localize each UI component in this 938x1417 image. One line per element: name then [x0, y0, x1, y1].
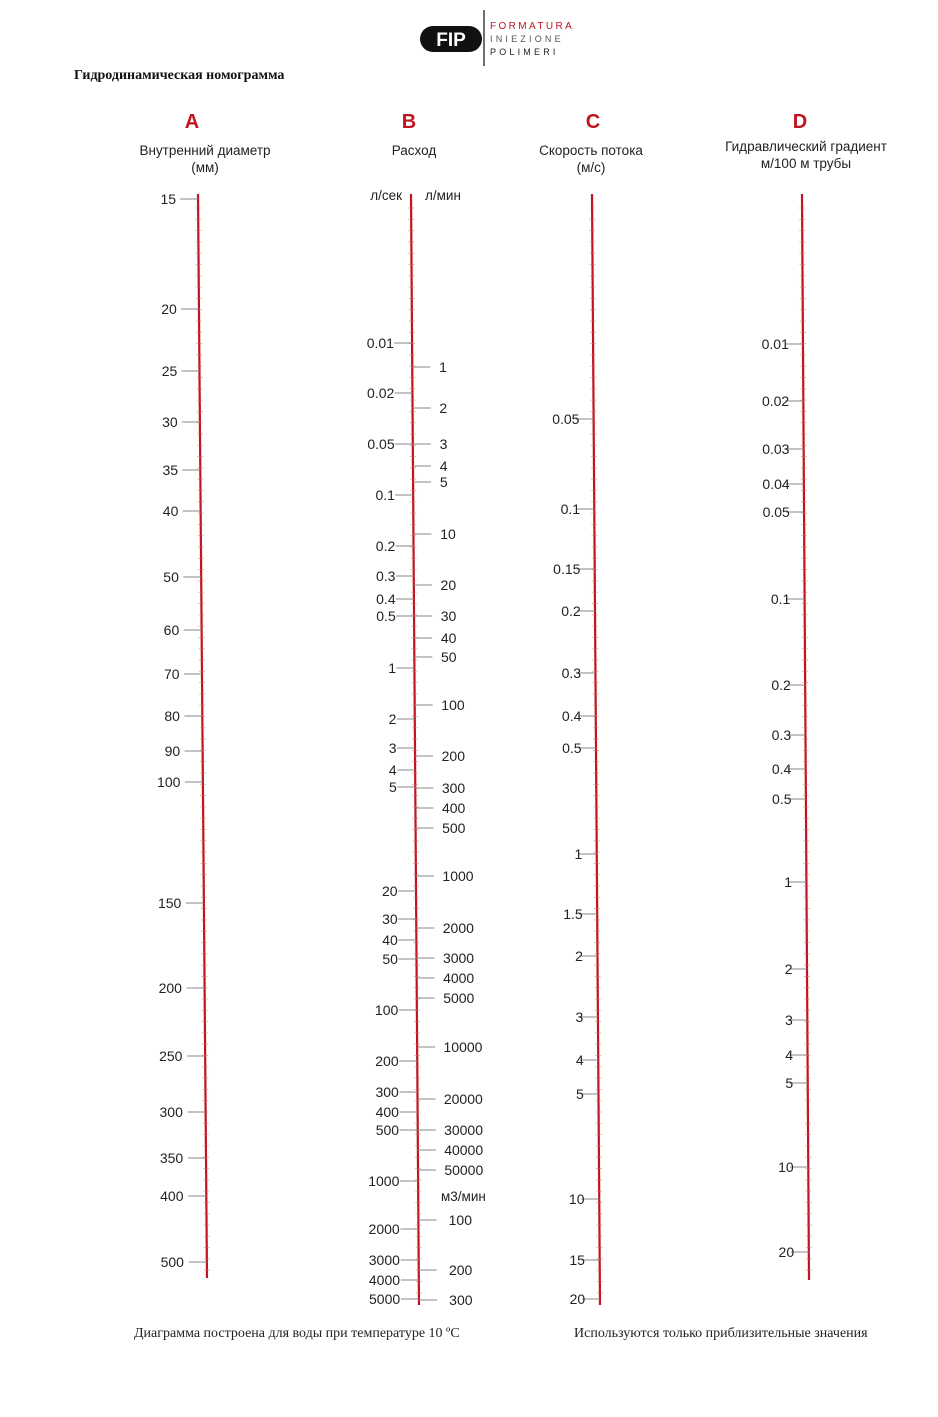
axis-d-letter: D — [792, 111, 808, 133]
axis-d-tick-label: 20 — [778, 1244, 795, 1260]
axis-b-tick-label: 0.4 — [376, 591, 396, 607]
axis-b-tick-label: 2 — [388, 711, 397, 727]
axis-b-tick-label: 300 — [375, 1084, 399, 1100]
axis-b-tick-label: 1000 — [368, 1173, 400, 1189]
axis-a-tick-label: 150 — [157, 895, 182, 911]
axis-c-tick-label: 0.1 — [560, 501, 581, 517]
axis-d-label-line: Гидравлический градиент — [725, 139, 887, 154]
axis-a-tick-label: 25 — [161, 363, 178, 379]
axis-c-tick-label: 20 — [569, 1291, 586, 1307]
axis-b-tick-label: 0.05 — [367, 436, 395, 452]
axis-b-tick-label: 1 — [388, 660, 397, 676]
axis-b-label-line: Расход — [391, 143, 437, 158]
axis-b-right-tick-label: 400 — [441, 800, 466, 816]
axis-d-tick-label: 0.2 — [771, 677, 791, 693]
axis-b-tick-label: 20 — [381, 883, 398, 899]
axis-d-tick-label: 0.5 — [772, 791, 792, 807]
axis-d-tick-label: 2 — [784, 961, 793, 977]
page-title: Гидродинамическая номограмма — [74, 68, 285, 83]
axis-b-right-tick-label: 5000 — [443, 990, 475, 1006]
axis-b-right-tick-label: 4000 — [443, 970, 475, 986]
axis-d-tick-label: 0.02 — [761, 393, 790, 409]
axis-b-right-tick-label: 1000 — [442, 868, 474, 884]
axis-b-right-tick-label: 50 — [441, 649, 457, 665]
axis-a-line — [198, 194, 207, 1278]
axis-d-tick-label: 5 — [785, 1075, 794, 1091]
axis-d-tick-label: 0.03 — [762, 441, 790, 457]
axis-a-tick-label: 20 — [161, 301, 177, 317]
axis-b-tick-label: 30 — [382, 911, 398, 927]
axis-a-label-line: Внутренний диаметр — [139, 143, 271, 158]
axis-d-tick-label: 0.1 — [770, 591, 791, 607]
axis-a-tick-label: 35 — [162, 462, 179, 478]
axis-b-right-tick-label: 100 — [441, 697, 465, 713]
axis-a-tick-label: 250 — [159, 1048, 183, 1064]
axis-b-right-tick-label: 20000 — [443, 1091, 483, 1107]
axis-c-letter: C — [585, 111, 601, 133]
axis-d-tick-label: 4 — [785, 1047, 793, 1063]
axis-a-tick-label: 60 — [163, 622, 180, 638]
logo-mark: FIP — [436, 30, 466, 51]
axis-b-right-tick-label: 300 — [449, 1292, 473, 1308]
axis-b-right-tick-label: 20 — [440, 577, 457, 593]
axis-b-right-tick-label: 3 — [439, 436, 448, 452]
axis-c-tick-label: 2 — [575, 948, 583, 964]
axis-b-right-tick-label: 500 — [442, 820, 466, 836]
axis-d-label-line: м/100 м трубы — [760, 156, 852, 171]
axis-b-right-tick-label: 40000 — [444, 1142, 484, 1158]
axis-b-right-tick-label: 30 — [440, 608, 457, 624]
axis-b-right-tick-label: 2 — [439, 400, 448, 416]
axis-b-right-tick-label: 2000 — [442, 920, 474, 936]
axis-c-tick-label: 3 — [575, 1009, 584, 1025]
axis-c-tick-label: 0.2 — [561, 603, 581, 619]
axis-a-label-line: (мм) — [191, 160, 219, 175]
axis-b-unit-right: л/мин — [425, 188, 461, 203]
axis-b-right-tick-label: 3000 — [442, 950, 475, 966]
axis-b-tick-label: 400 — [375, 1104, 399, 1120]
axis-b-right-tick-label: 4 — [439, 458, 448, 474]
axis-b-tick-label: 0.1 — [375, 487, 395, 503]
axis-c-tick-label: 0.15 — [553, 561, 581, 577]
axis-b-tick-label: 5 — [389, 779, 397, 795]
axis-d-tick-label: 10 — [778, 1159, 794, 1175]
footer-note-right: Используются только приблизительные значения — [574, 1326, 868, 1341]
axis-b-unit-left: л/сек — [370, 188, 402, 203]
logo-line-2: INIEZIONE — [490, 34, 564, 44]
axis-a-tick-label: 350 — [159, 1150, 184, 1166]
axis-a-tick-label: 30 — [162, 414, 178, 430]
axis-b-tick-label: 0.3 — [376, 568, 396, 584]
axis-c-tick-label: 4 — [575, 1052, 584, 1068]
axis-b-tick-label: 2000 — [368, 1221, 400, 1237]
axis-b-right-tick-label: 50000 — [444, 1162, 484, 1178]
axis-a-tick-label: 100 — [157, 774, 181, 790]
axis-a-tick-label: 15 — [160, 191, 177, 207]
axis-b-tick-label: 3 — [388, 740, 397, 756]
axis-a-tick-label: 300 — [159, 1104, 183, 1120]
axis-a-tick-label: 40 — [162, 503, 179, 519]
axis-b-right-tick-label: 1 — [439, 359, 447, 375]
axis-a-tick-label: 80 — [164, 708, 180, 724]
axis-d-line — [802, 194, 809, 1280]
axis-c-line — [592, 194, 600, 1305]
axis-b-unit-right-2: м3/мин — [441, 1189, 486, 1204]
axis-c-tick-label: 5 — [576, 1086, 584, 1102]
axis-b-right-tick-label: 5 — [439, 474, 448, 490]
axis-c-tick-label: 10 — [568, 1191, 585, 1207]
axis-a-letter: A — [184, 111, 200, 133]
axis-b-right-tick-label: 10000 — [443, 1039, 483, 1055]
axis-c-label-line: (м/с) — [576, 160, 606, 175]
axis-d-tick-label: 3 — [784, 1012, 793, 1028]
axis-b-right-tick-label: 40 — [440, 630, 457, 646]
axis-b-right-tick-label: 200 — [448, 1262, 473, 1278]
axis-a-tick-label: 70 — [164, 666, 180, 682]
axis-b-tick-label: 0.01 — [366, 335, 394, 351]
axis-d-tick-label: 0.04 — [762, 476, 790, 492]
axis-a-tick-label: 500 — [160, 1254, 184, 1270]
axis-b-right-tick-label: 10 — [440, 526, 456, 542]
axis-b-tick-label: 0.5 — [376, 608, 396, 624]
axis-c-label-line: Скорость потока — [539, 143, 643, 158]
axis-a-tick-label: 400 — [160, 1188, 184, 1204]
axis-b-tick-label: 5000 — [369, 1291, 401, 1307]
axis-d-tick-label: 1 — [784, 874, 792, 890]
axis-c-tick-label: 15 — [569, 1252, 585, 1268]
axis-b-tick-label: 0.02 — [367, 385, 395, 401]
axis-b-right-tick-label: 30000 — [444, 1122, 484, 1138]
axis-b-tick-label: 500 — [375, 1122, 400, 1138]
axis-d-tick-label: 0.01 — [761, 336, 789, 352]
axis-c-tick-label: 0.5 — [562, 740, 582, 756]
axis-b-tick-label: 40 — [382, 932, 398, 948]
axis-d-tick-label: 0.4 — [771, 761, 792, 777]
axis-c-tick-label: 0.3 — [561, 665, 582, 681]
axis-b-line — [411, 194, 419, 1305]
axis-b-right-tick-label: 300 — [441, 780, 466, 796]
axis-c-tick-label: 0.4 — [561, 708, 582, 724]
axis-d-tick-label: 0.05 — [762, 504, 790, 520]
axis-b-tick-label: 4000 — [368, 1272, 401, 1288]
axis-d-tick-label: 0.3 — [771, 727, 792, 743]
axis-b-tick-label: 100 — [374, 1002, 399, 1018]
axis-b-right-tick-label: 200 — [441, 748, 466, 764]
axis-a-tick-label: 200 — [158, 980, 182, 996]
logo-line-1: FORMATURA — [490, 21, 575, 32]
footer-note-left: Диаграмма построена для воды при температуре 10 ºC — [134, 1326, 460, 1341]
axis-b-tick-label: 3000 — [368, 1252, 400, 1268]
axis-a-tick-label: 90 — [164, 743, 181, 759]
axis-b-tick-label: 200 — [375, 1053, 399, 1069]
axis-b-right-tick-label: 100 — [448, 1212, 473, 1228]
axis-c-tick-label: 0.05 — [552, 411, 580, 427]
axis-a-tick-label: 50 — [163, 569, 179, 585]
axis-b-tick-label: 50 — [382, 951, 398, 967]
axis-b-tick-label: 4 — [388, 762, 397, 778]
axis-c-tick-label: 1.5 — [563, 906, 583, 922]
logo-line-3: POLIMERI — [490, 47, 559, 57]
axis-c-tick-label: 1 — [574, 846, 583, 862]
axis-b-tick-label: 0.2 — [375, 538, 396, 554]
axis-b-letter: B — [401, 111, 417, 133]
